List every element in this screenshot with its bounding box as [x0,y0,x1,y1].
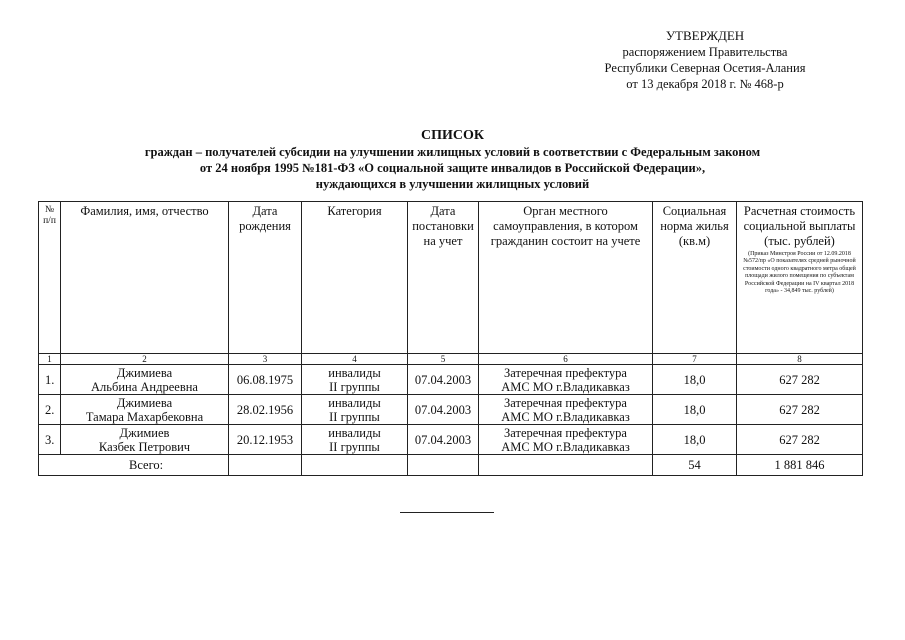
row-agency [479,395,653,425]
row-agency [479,425,653,455]
given-names: Тамара Махарбековна [85,409,204,424]
row-norm: 18,0 [653,365,737,395]
row-category [302,425,408,455]
col-number: 7 [653,354,737,365]
title-line-3: нуждающихся в улучшении жилищных условий [315,177,590,191]
header-birth: Дата рождения [229,202,302,354]
header-reg-date: Дата постановки на учет [408,202,479,354]
header-category: Категория [302,202,408,354]
empty-cell [408,455,479,476]
total-label: Всего: [39,455,229,476]
agency-line-2: АМС МО г.Владикавказ [501,439,630,454]
agency-line-1: Затеречная префектура [504,425,627,440]
row-category [302,395,408,425]
category-line-2: II группы [329,379,380,394]
approval-block [600,28,810,92]
approval-status: УТВЕРЖДЕН [665,28,745,43]
table-row [39,395,863,425]
row-reg-date: 07.04.2003 [408,395,479,425]
recipients-table [38,201,863,476]
agency-line-2: АМС МО г.Владикавказ [501,409,630,424]
approval-issuer: распоряжением Правительства [622,45,788,59]
document-title [0,128,905,192]
approval-region: Республики Северная Осетия-Алания [604,61,806,75]
surname: Джимиева [116,395,173,410]
row-category [302,365,408,395]
row-norm: 18,0 [653,395,737,425]
row-norm: 18,0 [653,425,737,455]
surname: Джимиев [119,425,170,440]
col-number: 4 [302,354,408,365]
given-names: Альбина Андреевна [91,379,198,394]
header-row [39,202,863,354]
row-birth: 06.08.1975 [229,365,302,395]
header-norm: Социальная норма жилья (кв.м) [653,202,737,354]
row-price: 627 282 [737,365,863,395]
title-line-2: от 24 ноября 1995 №181-ФЗ «О социальной защите инвалидов в Российской Федерации», [199,161,706,175]
surname: Джимиева [116,365,173,380]
col-number: 1 [39,354,61,365]
agency-line-2: АМС МО г.Владикавказ [501,379,630,394]
approval-date: от 13 декабря 2018 г. № 468-р [626,77,784,91]
row-name [61,425,229,455]
category-line-1: инвалиды [328,425,381,440]
row-price: 627 282 [737,395,863,425]
agency-line-1: Затеречная префектура [504,365,627,380]
title-line-1: граждан – получателей субсидии на улучшении жилищных условий в соответствии с Федеральным законом [144,145,761,159]
col-number: 2 [61,354,229,365]
table-row [39,425,863,455]
given-names: Казбек Петрович [98,439,191,454]
row-reg-date: 07.04.2003 [408,425,479,455]
row-birth: 28.02.1956 [229,395,302,425]
row-name [61,395,229,425]
category-line-2: II группы [329,409,380,424]
total-price: 1 881 846 [737,455,863,476]
title-heading: СПИСОК [420,128,485,143]
header-price-unit: (тыс. рублей) [764,234,835,248]
row-reg-date: 07.04.2003 [408,365,479,395]
row-birth: 20.12.1953 [229,425,302,455]
header-name: Фамилия, имя, отчество [61,202,229,354]
header-price-note: (Приказ Минстроя России от 12.09.2018 №572/пр «О показателях средней рыночной стоимости одного квадратного метра общей площади жилого помещения по субъектам Российской Федерации на IV квартал 2018 года» - 34,849 тыс. рублей) [743,251,856,295]
row-num: 1. [39,365,61,395]
category-line-2: II группы [329,439,380,454]
empty-cell [229,455,302,476]
header-num: № п/п [39,202,61,354]
total-row [39,455,863,476]
row-num: 2. [39,395,61,425]
header-agency: Орган местного самоуправления, в котором гражданин состоит на учете [479,202,653,354]
header-price [737,202,863,354]
col-number: 3 [229,354,302,365]
signature-line [400,512,494,513]
header-price-main: Расчетная стоимость социальной выплаты [743,204,856,233]
col-number: 5 [408,354,479,365]
total-norm: 54 [653,455,737,476]
col-number: 6 [479,354,653,365]
row-agency [479,365,653,395]
column-number-row [39,354,863,365]
agency-line-1: Затеречная префектура [504,395,627,410]
row-price: 627 282 [737,425,863,455]
col-number: 8 [737,354,863,365]
category-line-1: инвалиды [328,395,381,410]
row-num: 3. [39,425,61,455]
row-name [61,365,229,395]
category-line-1: инвалиды [328,365,381,380]
table-row [39,365,863,395]
empty-cell [302,455,408,476]
empty-cell [479,455,653,476]
